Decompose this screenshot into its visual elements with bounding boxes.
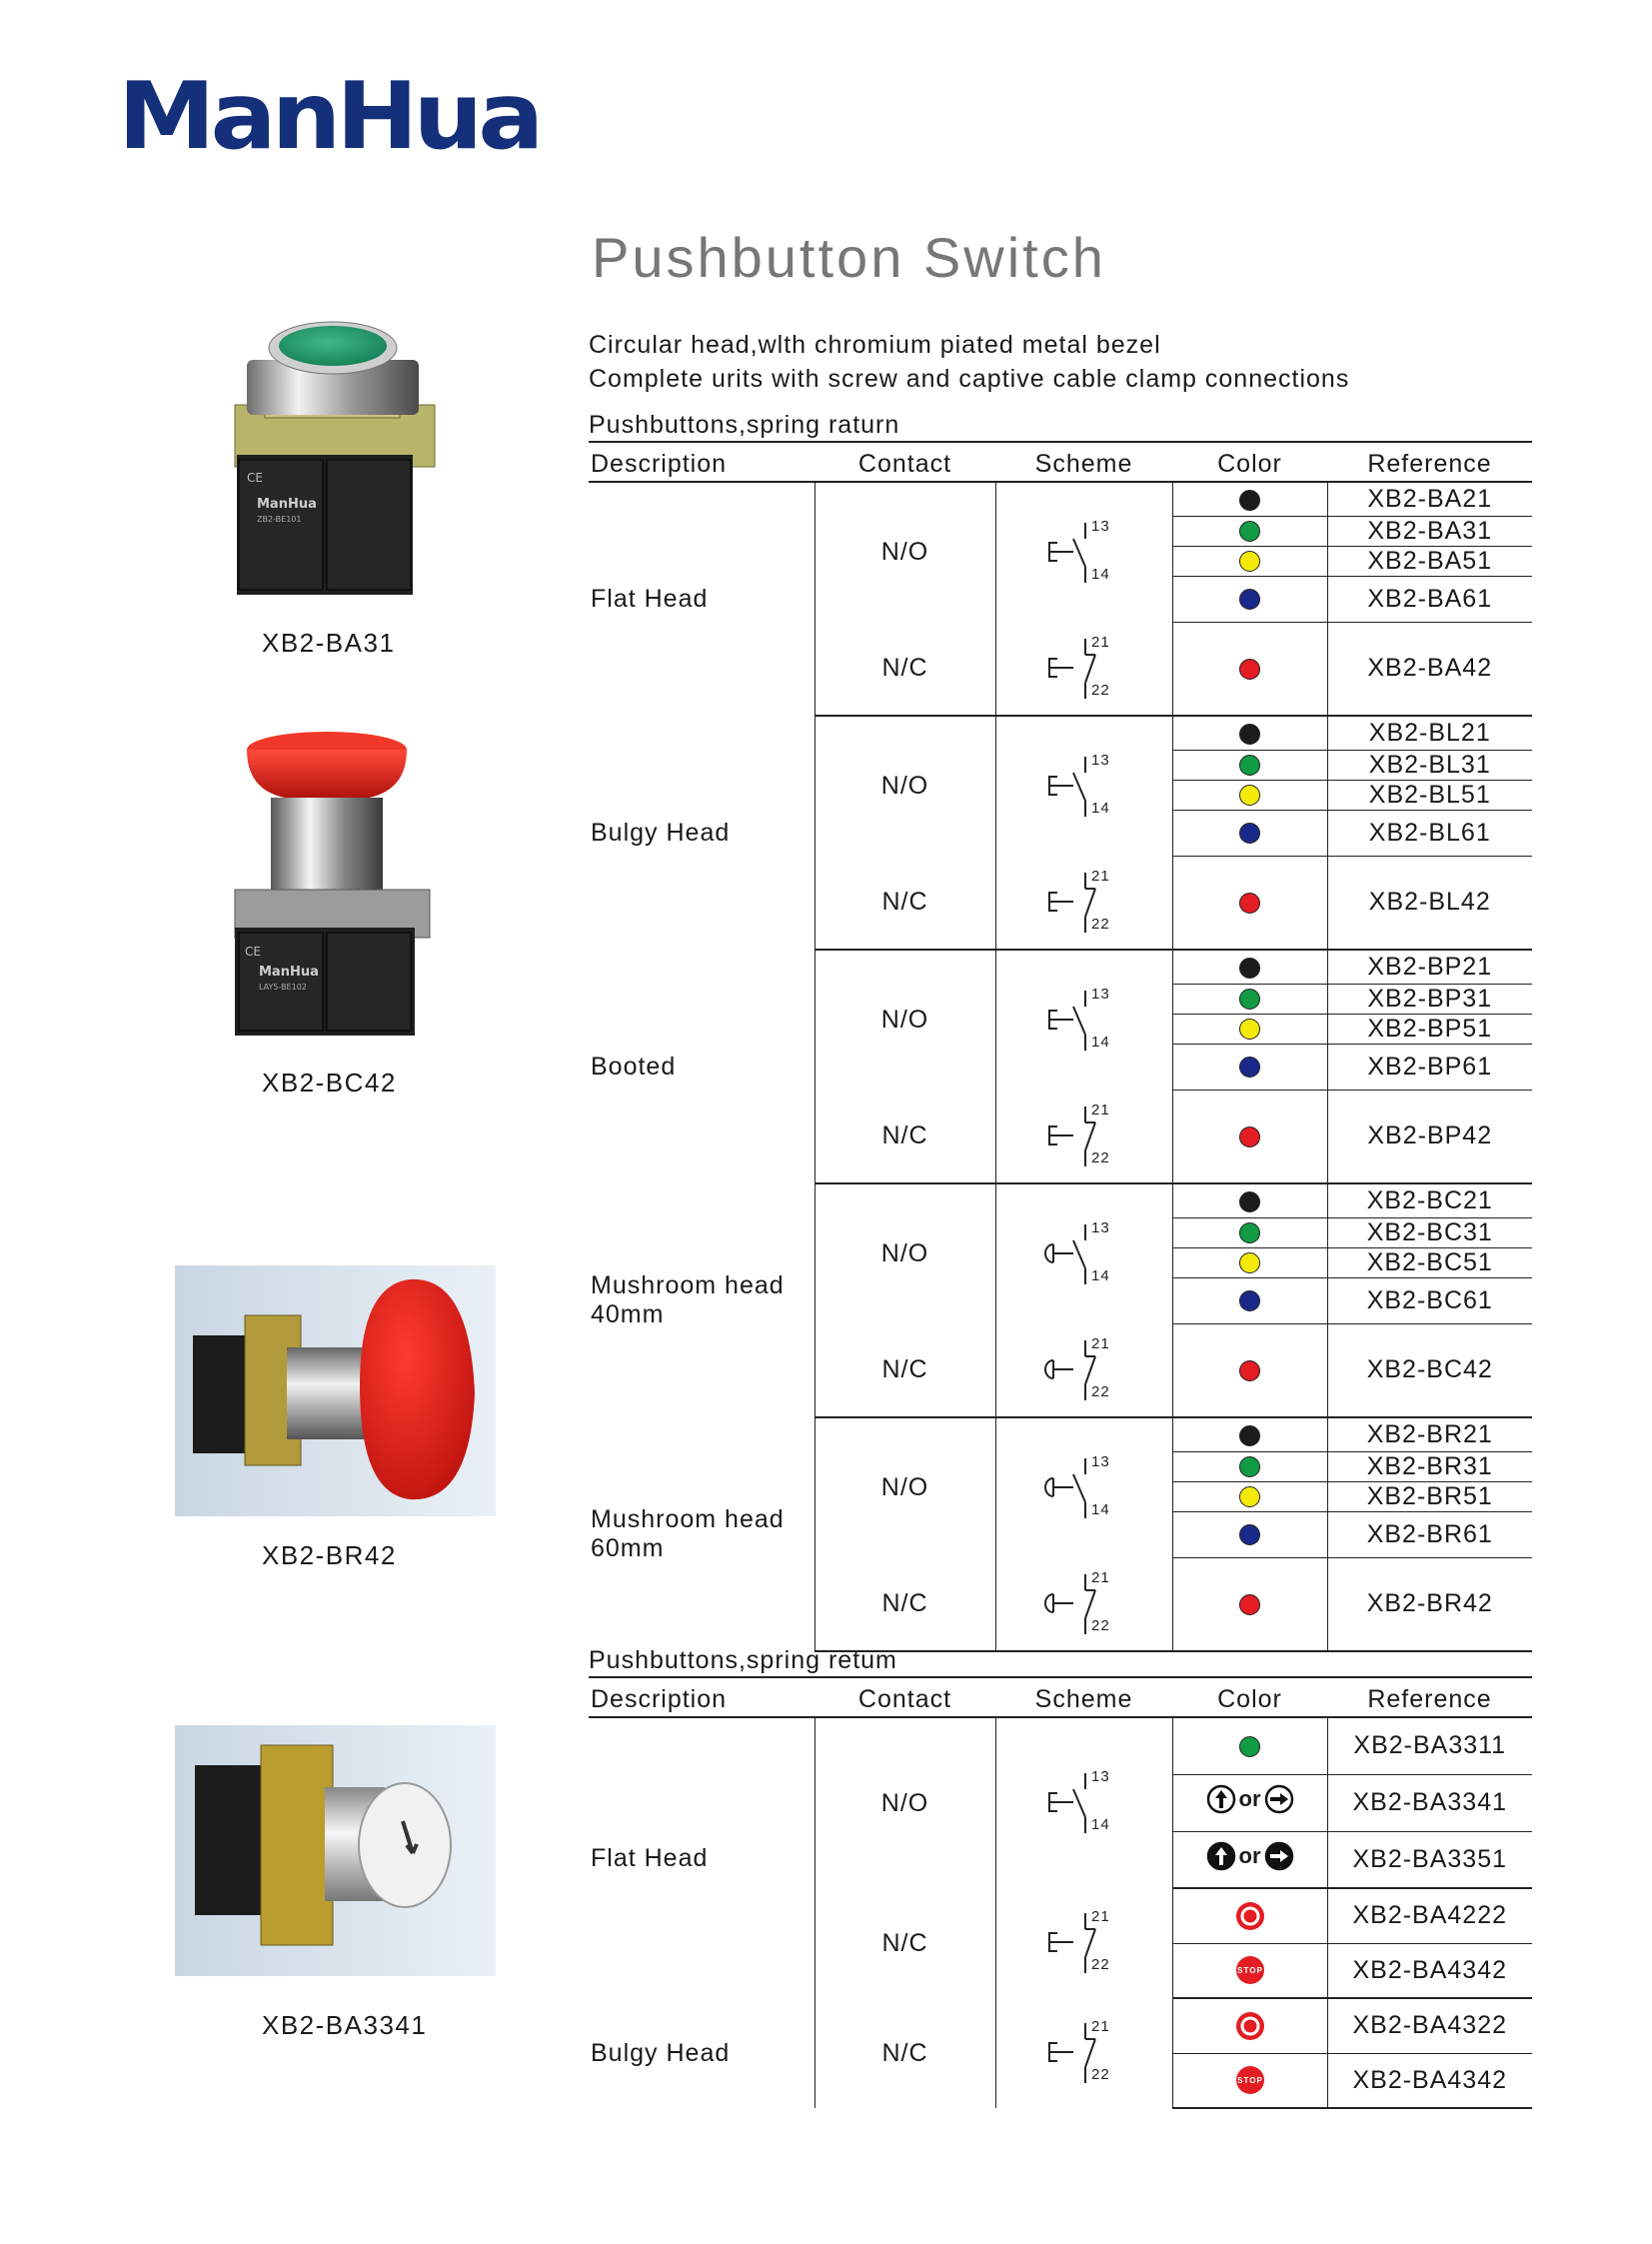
terminal-label-bottom: 22 bbox=[1090, 2066, 1110, 2083]
reference-cell: XB2-BA21 bbox=[1327, 482, 1532, 516]
contact-nc-symbol bbox=[1039, 629, 1129, 709]
reference-cell: XB2-BA3351 bbox=[1327, 1831, 1532, 1888]
contact-label: N/C bbox=[881, 654, 928, 682]
reference-cell: XB2-BP51 bbox=[1327, 1014, 1532, 1044]
table2 bbox=[589, 1676, 1532, 2109]
color-cell bbox=[1172, 1014, 1327, 1044]
photo-model-mark: ZB2-BE101 bbox=[257, 515, 302, 524]
contact-label: N/C bbox=[881, 1122, 928, 1149]
table-row bbox=[589, 950, 1532, 984]
red-dot-icon bbox=[1239, 659, 1260, 680]
reference-cell: XB2-BR51 bbox=[1327, 1481, 1532, 1511]
contact-no-cell bbox=[815, 1183, 995, 1323]
terminal-label-top: 21 bbox=[1090, 1908, 1110, 1925]
red-ring-icon bbox=[1234, 1900, 1266, 1932]
contact-label: N/O bbox=[880, 538, 929, 566]
reference-cell: XB2-BC61 bbox=[1327, 1277, 1532, 1323]
contact-label: N/O bbox=[880, 1473, 929, 1501]
color-cell bbox=[1172, 1511, 1327, 1557]
stop-icon bbox=[1234, 1954, 1266, 1986]
arrow-up-icon bbox=[1205, 1840, 1237, 1872]
description-cell bbox=[589, 1717, 815, 1998]
reference-cell: XB2-BC51 bbox=[1327, 1247, 1532, 1277]
color-cell bbox=[1172, 1044, 1327, 1090]
arrow-solid-icon-group bbox=[1205, 1840, 1295, 1872]
black-dot-icon bbox=[1239, 1191, 1260, 1212]
table-row bbox=[589, 716, 1532, 750]
table2-header-description: Description bbox=[589, 1677, 815, 1717]
blue-dot-icon bbox=[1239, 1057, 1260, 1078]
terminal-label-bottom: 14 bbox=[1090, 799, 1110, 817]
color-cell bbox=[1172, 1888, 1327, 1943]
contact-label: N/C bbox=[881, 1928, 928, 1957]
photo-ce-mark: CE bbox=[247, 471, 263, 485]
color-cell bbox=[1172, 576, 1327, 622]
reference-cell: XB2-BA61 bbox=[1327, 576, 1532, 622]
reference-cell: XB2-BA51 bbox=[1327, 546, 1532, 576]
color-cell bbox=[1172, 482, 1327, 516]
contact-no-cell bbox=[815, 716, 995, 856]
description-cell bbox=[589, 1417, 815, 1651]
terminal-label-bottom: 14 bbox=[1090, 1266, 1110, 1284]
color-cell bbox=[1172, 984, 1327, 1014]
color-cell bbox=[1172, 1557, 1327, 1651]
color-cell bbox=[1172, 1774, 1327, 1831]
photo-caption-2: XB2-BC42 bbox=[262, 1068, 397, 1098]
table-row bbox=[589, 1998, 1532, 2053]
color-cell bbox=[1172, 810, 1327, 856]
black-dot-icon bbox=[1239, 1425, 1260, 1446]
table-row bbox=[589, 1183, 1532, 1217]
table2-header-contact: Contact bbox=[815, 1677, 995, 1717]
arrow-right-icon bbox=[1263, 1783, 1295, 1815]
terminal-label-top: 13 bbox=[1090, 985, 1110, 1003]
terminal-label-top: 21 bbox=[1090, 867, 1110, 885]
description-cell bbox=[589, 482, 815, 716]
blue-dot-icon bbox=[1239, 1290, 1260, 1311]
yellow-dot-icon bbox=[1239, 551, 1260, 572]
green-dot-icon bbox=[1239, 755, 1260, 776]
red-dot-icon bbox=[1239, 1360, 1260, 1381]
contact-no-cell bbox=[815, 950, 995, 1090]
green-dot-icon bbox=[1239, 1456, 1260, 1477]
photo-xb2-ba3341 bbox=[175, 1725, 496, 1976]
green-dot-icon bbox=[1239, 1736, 1260, 1757]
terminal-label-top: 21 bbox=[1090, 1334, 1110, 1352]
photo-ce-mark-2: CE bbox=[245, 945, 261, 959]
terminal-label-bottom: 22 bbox=[1090, 681, 1110, 699]
photo-model-mark-2: LAY5-BE102 bbox=[259, 983, 307, 992]
contact-nc-cell bbox=[815, 1998, 995, 2108]
description-line: Booted bbox=[591, 1052, 677, 1081]
description-line: 60mm bbox=[591, 1534, 665, 1562]
blue-dot-icon bbox=[1239, 1524, 1260, 1545]
reference-cell: XB2-BC42 bbox=[1327, 1323, 1532, 1417]
description-cell bbox=[589, 1998, 815, 2108]
table1-header-scheme: Scheme bbox=[995, 442, 1172, 482]
terminal-label-bottom: 22 bbox=[1090, 1956, 1110, 1973]
yellow-dot-icon bbox=[1239, 1252, 1260, 1273]
color-cell bbox=[1172, 622, 1327, 716]
reference-cell: XB2-BP21 bbox=[1327, 950, 1532, 984]
stop-label: STOP bbox=[1236, 2076, 1263, 2086]
table2-header-row bbox=[589, 1677, 1532, 1717]
scheme-no-cell bbox=[995, 1417, 1172, 1557]
photo-caption-3: XB2-BR42 bbox=[262, 1540, 397, 1570]
contact-label: N/O bbox=[880, 1239, 929, 1267]
contact-label: N/C bbox=[881, 1355, 928, 1383]
table1-header-description: Description bbox=[589, 442, 815, 482]
terminal-label-top: 21 bbox=[1090, 633, 1110, 651]
contact-nc-symbol bbox=[1039, 1903, 1129, 1983]
black-dot-icon bbox=[1239, 490, 1260, 511]
contact-label: N/O bbox=[880, 1006, 929, 1034]
table1-header-row bbox=[589, 442, 1532, 482]
contact-label: N/C bbox=[881, 2038, 928, 2067]
table1-header-color: Color bbox=[1172, 442, 1327, 482]
terminal-label-top: 21 bbox=[1090, 2018, 1110, 2035]
terminal-label-bottom: 14 bbox=[1090, 1500, 1110, 1518]
scheme-nc-cell bbox=[995, 1998, 1172, 2108]
red-ring-icon bbox=[1234, 2010, 1266, 2042]
color-cell bbox=[1172, 716, 1327, 750]
table-row bbox=[589, 1417, 1532, 1451]
contact-nc-cell bbox=[815, 1888, 995, 1998]
reference-cell: XB2-BL61 bbox=[1327, 810, 1532, 856]
reference-cell: XB2-BA42 bbox=[1327, 622, 1532, 716]
photo-xb2-br42 bbox=[175, 1265, 496, 1516]
contact-label: N/O bbox=[880, 772, 929, 800]
table2-header-reference: Reference bbox=[1327, 1677, 1532, 1717]
color-cell bbox=[1172, 546, 1327, 576]
color-cell bbox=[1172, 1277, 1327, 1323]
reference-cell: XB2-BC21 bbox=[1327, 1183, 1532, 1217]
red-dot-icon bbox=[1239, 893, 1260, 914]
photo-xb2-bc42 bbox=[235, 728, 430, 1038]
description-line: Mushroom head bbox=[591, 1271, 785, 1300]
contact-no-cell bbox=[815, 482, 995, 622]
contact-label: N/C bbox=[881, 888, 928, 916]
color-cell bbox=[1172, 516, 1327, 546]
color-cell bbox=[1172, 1943, 1327, 1998]
intro-line-2: Complete urits with screw and captive cable clamp connections bbox=[589, 365, 1350, 393]
terminal-label-bottom: 14 bbox=[1090, 1816, 1110, 1833]
contact-no-symbol bbox=[1039, 1448, 1129, 1528]
reference-cell: XB2-BL51 bbox=[1327, 780, 1532, 810]
yellow-dot-icon bbox=[1239, 785, 1260, 806]
reference-cell: XB2-BL42 bbox=[1327, 856, 1532, 950]
reference-cell: XB2-BL21 bbox=[1327, 716, 1532, 750]
arrow-outline-icon-group bbox=[1205, 1783, 1295, 1815]
contact-no-symbol bbox=[1039, 1214, 1129, 1294]
terminal-label-top: 13 bbox=[1090, 1452, 1110, 1470]
yellow-dot-icon bbox=[1239, 1486, 1260, 1507]
table2-title: Pushbuttons,spring retum bbox=[589, 1646, 897, 1674]
table2-header-scheme: Scheme bbox=[995, 1677, 1172, 1717]
reference-cell: XB2-BR61 bbox=[1327, 1511, 1532, 1557]
contact-no-cell bbox=[815, 1717, 995, 1888]
color-cell bbox=[1172, 1481, 1327, 1511]
stop-label: STOP bbox=[1236, 1966, 1263, 1976]
green-dot-icon bbox=[1239, 989, 1260, 1010]
terminal-label-top: 13 bbox=[1090, 517, 1110, 535]
table1 bbox=[589, 441, 1532, 1652]
contact-nc-symbol bbox=[1039, 1097, 1129, 1176]
contact-nc-symbol bbox=[1039, 1330, 1129, 1410]
color-cell bbox=[1172, 1417, 1327, 1451]
red-dot-icon bbox=[1239, 1594, 1260, 1615]
reference-cell: XB2-BA4222 bbox=[1327, 1888, 1532, 1943]
scheme-no-cell bbox=[995, 716, 1172, 856]
reference-cell: XB2-BP42 bbox=[1327, 1090, 1532, 1183]
photo-caption-4: XB2-BA3341 bbox=[262, 2010, 428, 2040]
color-cell bbox=[1172, 1247, 1327, 1277]
contact-no-symbol bbox=[1039, 981, 1129, 1061]
contact-label: N/C bbox=[881, 1589, 928, 1617]
table2-header-color: Color bbox=[1172, 1677, 1327, 1717]
description-line: Bulgy Head bbox=[591, 2038, 731, 2067]
blue-dot-icon bbox=[1239, 823, 1260, 844]
reference-cell: XB2-BR21 bbox=[1327, 1417, 1532, 1451]
photo-brand-mark-2: ManHua bbox=[259, 965, 319, 980]
terminal-label-bottom: 22 bbox=[1090, 1148, 1110, 1166]
reference-cell: XB2-BP31 bbox=[1327, 984, 1532, 1014]
color-cell bbox=[1172, 1998, 1327, 2053]
reference-cell: XB2-BA31 bbox=[1327, 516, 1532, 546]
color-cell bbox=[1172, 1090, 1327, 1183]
scheme-no-cell bbox=[995, 482, 1172, 622]
contact-nc-cell bbox=[815, 856, 995, 950]
yellow-dot-icon bbox=[1239, 1019, 1260, 1040]
color-cell bbox=[1172, 1323, 1327, 1417]
table1-header-contact: Contact bbox=[815, 442, 995, 482]
brand-logo: ManHua bbox=[118, 62, 540, 171]
contact-nc-cell bbox=[815, 1090, 995, 1183]
terminal-label-top: 13 bbox=[1090, 1768, 1110, 1785]
color-cell bbox=[1172, 780, 1327, 810]
color-cell bbox=[1172, 1217, 1327, 1247]
reference-cell: XB2-BA4342 bbox=[1327, 2053, 1532, 2108]
or-label: or bbox=[1238, 1842, 1261, 1868]
description-line: Flat Head bbox=[591, 1843, 709, 1872]
contact-nc-cell bbox=[815, 622, 995, 716]
black-dot-icon bbox=[1239, 724, 1260, 745]
description-line: Bulgy Head bbox=[591, 818, 731, 847]
color-cell bbox=[1172, 950, 1327, 984]
reference-cell: XB2-BR42 bbox=[1327, 1557, 1532, 1651]
color-cell bbox=[1172, 2053, 1327, 2108]
description-cell bbox=[589, 716, 815, 950]
terminal-label-top: 21 bbox=[1090, 1568, 1110, 1586]
green-dot-icon bbox=[1239, 1222, 1260, 1243]
contact-label: N/O bbox=[880, 1788, 929, 1817]
color-cell bbox=[1172, 856, 1327, 950]
reference-cell: XB2-BP61 bbox=[1327, 1044, 1532, 1090]
scheme-no-cell bbox=[995, 1183, 1172, 1323]
table1-header-reference: Reference bbox=[1327, 442, 1532, 482]
photo-caption-1: XB2-BA31 bbox=[262, 628, 396, 658]
scheme-no-cell bbox=[995, 1717, 1172, 1888]
scheme-no-cell bbox=[995, 950, 1172, 1090]
red-dot-icon bbox=[1239, 1126, 1260, 1147]
table-row bbox=[589, 1717, 1532, 1774]
terminal-label-top: 13 bbox=[1090, 751, 1110, 769]
green-dot-icon bbox=[1239, 521, 1260, 542]
terminal-label-bottom: 14 bbox=[1090, 1033, 1110, 1051]
terminal-label-bottom: 22 bbox=[1090, 1616, 1110, 1634]
reference-cell: XB2-BA4322 bbox=[1327, 1998, 1532, 2053]
terminal-label-top: 13 bbox=[1090, 1218, 1110, 1236]
contact-no-symbol bbox=[1039, 747, 1129, 827]
color-cell bbox=[1172, 1717, 1327, 1774]
contact-nc-symbol bbox=[1039, 2013, 1129, 2093]
scheme-nc-cell bbox=[995, 856, 1172, 950]
arrow-up-icon bbox=[1205, 1783, 1237, 1815]
scheme-nc-cell bbox=[995, 622, 1172, 716]
contact-nc-symbol bbox=[1039, 1564, 1129, 1644]
reference-cell: XB2-BA4342 bbox=[1327, 1943, 1532, 1998]
terminal-label-bottom: 22 bbox=[1090, 915, 1110, 933]
stop-icon bbox=[1234, 2064, 1266, 2096]
scheme-nc-cell bbox=[995, 1323, 1172, 1417]
color-cell bbox=[1172, 750, 1327, 780]
description-cell bbox=[589, 1183, 815, 1417]
reference-cell: XB2-BA3341 bbox=[1327, 1774, 1532, 1831]
terminal-label-bottom: 22 bbox=[1090, 1382, 1110, 1400]
contact-nc-cell bbox=[815, 1557, 995, 1651]
blue-dot-icon bbox=[1239, 589, 1260, 610]
contact-no-cell bbox=[815, 1417, 995, 1557]
scheme-nc-cell bbox=[995, 1090, 1172, 1183]
table1-title: Pushbuttons,spring raturn bbox=[589, 411, 900, 439]
color-cell bbox=[1172, 1831, 1327, 1888]
black-dot-icon bbox=[1239, 958, 1260, 979]
contact-no-symbol bbox=[1039, 513, 1129, 593]
description-line: Flat Head bbox=[591, 585, 709, 614]
terminal-label-bottom: 14 bbox=[1090, 565, 1110, 583]
photo-xb2-ba31 bbox=[225, 310, 440, 600]
contact-no-symbol bbox=[1039, 1763, 1129, 1843]
arrow-right-icon bbox=[1263, 1840, 1295, 1872]
scheme-nc-cell bbox=[995, 1888, 1172, 1998]
description-cell bbox=[589, 950, 815, 1183]
reference-cell: XB2-BC31 bbox=[1327, 1217, 1532, 1247]
scheme-nc-cell bbox=[995, 1557, 1172, 1651]
reference-cell: XB2-BA3311 bbox=[1327, 1717, 1532, 1774]
reference-cell: XB2-BL31 bbox=[1327, 750, 1532, 780]
terminal-label-top: 21 bbox=[1090, 1101, 1110, 1119]
photo-brand-mark: ManHua bbox=[257, 497, 317, 512]
table-row bbox=[589, 482, 1532, 516]
contact-nc-symbol bbox=[1039, 863, 1129, 943]
contact-nc-cell bbox=[815, 1323, 995, 1417]
color-cell bbox=[1172, 1451, 1327, 1481]
intro-line-1: Circular head,wlth chromium piated metal bezel bbox=[589, 331, 1161, 359]
description-line: Mushroom head bbox=[591, 1505, 785, 1534]
description-line: 40mm bbox=[591, 1300, 665, 1328]
or-label: or bbox=[1238, 1786, 1261, 1811]
color-cell bbox=[1172, 1183, 1327, 1217]
reference-cell: XB2-BR31 bbox=[1327, 1451, 1532, 1481]
page-title: Pushbutton Switch bbox=[592, 226, 1106, 289]
